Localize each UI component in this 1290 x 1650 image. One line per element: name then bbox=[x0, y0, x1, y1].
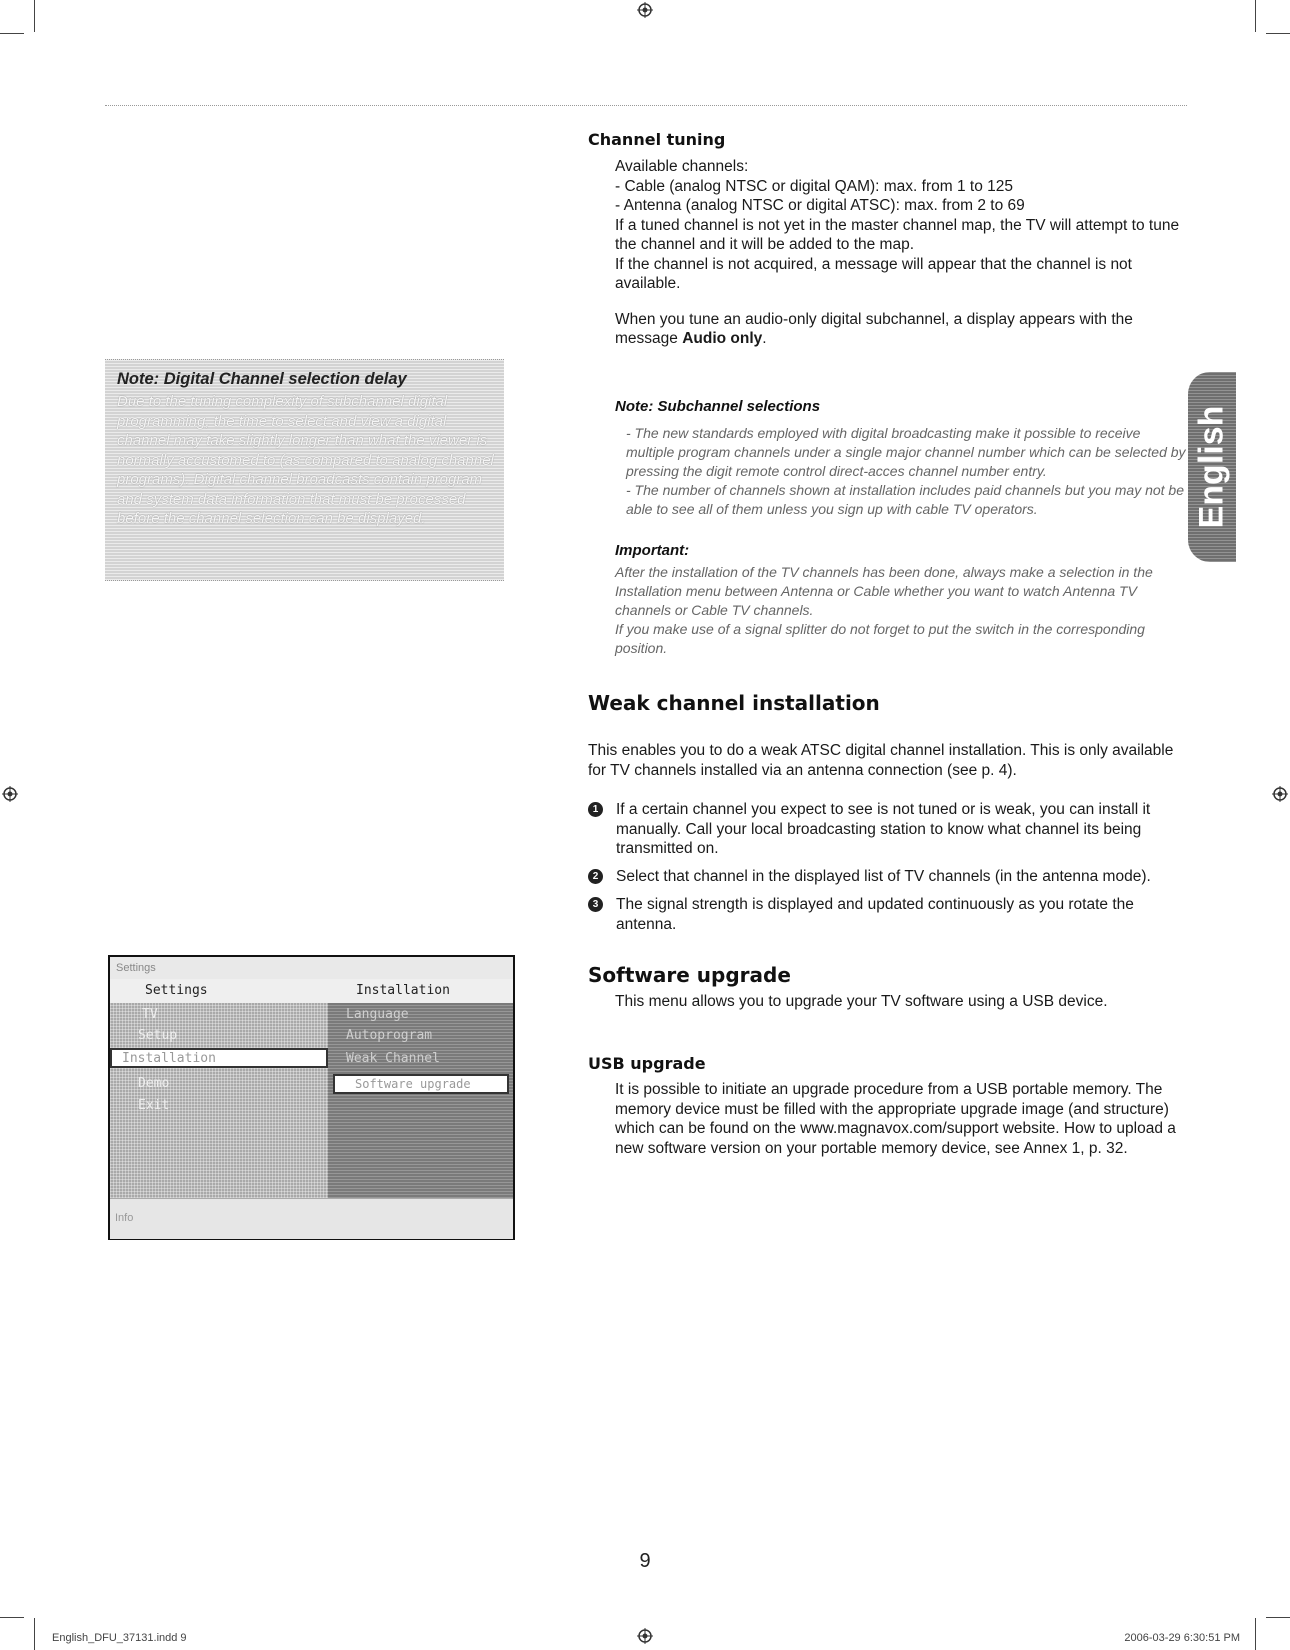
note-title: Note: Digital Channel selection delay bbox=[117, 370, 407, 388]
submenu-item-language: Language bbox=[346, 1007, 409, 1022]
channel-tuning-line: - Antenna (analog NTSC or digital ATSC): max. from 2 to 69 bbox=[615, 197, 1025, 214]
channel-tuning-heading: Channel tuning bbox=[588, 130, 726, 149]
channel-tuning-line: If a tuned channel is not yet in the master channel map, the TV will attempt to tune the channel and it will be added to the map. bbox=[615, 216, 1180, 253]
menu-info-label: Info bbox=[115, 1212, 134, 1224]
important-body bbox=[615, 563, 1180, 658]
weak-channel-intro-text: This enables you to do a weak ATSC digital channel installation. This is only available for TV channels installed via an antenna connection (see p. 4). bbox=[588, 742, 1174, 779]
audio-only-end: . bbox=[762, 330, 767, 347]
software-upgrade-heading: Software upgrade bbox=[588, 963, 791, 987]
subchannel-note-body bbox=[626, 424, 1186, 519]
crop-mark bbox=[0, 33, 24, 34]
menu-left-header: Settings bbox=[145, 983, 208, 998]
step-text: If a certain channel you expect to see is not tuned or is weak, you can install it manually. Call your local broadcasting station to know what channel its being transmitted on. bbox=[616, 801, 1151, 857]
channel-tuning-line: If the channel is not acquired, a message will appear that the channel is not available. bbox=[615, 255, 1132, 292]
menu-item-tv: TV bbox=[142, 1007, 158, 1022]
installation-menu-screenshot bbox=[108, 955, 515, 1240]
crop-mark bbox=[34, 1618, 35, 1650]
crop-mark bbox=[34, 0, 35, 32]
submenu-item-weak-channel: Weak Channel bbox=[346, 1051, 440, 1066]
weak-channel-step-1 bbox=[588, 800, 1188, 862]
page-number: 9 bbox=[639, 1550, 651, 1572]
submenu-item-software-upgrade bbox=[333, 1074, 509, 1094]
audio-only-text: When you tune an audio-only digital subchannel, a display appears with the message bbox=[615, 310, 1133, 347]
menu-info-bar bbox=[110, 1198, 513, 1239]
subchannel-note-heading: Note: Subchannel selections bbox=[615, 398, 821, 415]
registration-mark-icon bbox=[637, 2, 653, 18]
subchannel-note-item: - The number of channels shown at installation includes paid channels but you may not be able to see all of them unless you sign up with cable TV operators. bbox=[626, 482, 1185, 517]
audio-only-label: Audio only bbox=[682, 330, 763, 347]
usb-upgrade-text: It is possible to initiate an upgrade procedure from a USB portable memory. The memory device must be filled with the appropriate upgrade image (and structure) which can be found on the www.magnavox.com/support website. How to upload a new software version on your portable memory device, see Annex 1, p. 32. bbox=[615, 1081, 1176, 1157]
crop-mark bbox=[1266, 33, 1290, 34]
step-number-badge: 3 bbox=[588, 897, 603, 912]
weak-channel-step-2 bbox=[588, 867, 1188, 889]
audio-only-paragraph bbox=[615, 310, 1187, 349]
menu-item-setup: Setup bbox=[138, 1028, 178, 1043]
menu-right-header: Installation bbox=[356, 983, 450, 998]
software-upgrade-body bbox=[615, 992, 1185, 1012]
submenu-item-software-upgrade-label: Software upgrade bbox=[355, 1077, 471, 1091]
menu-breadcrumb: Settings bbox=[116, 962, 156, 974]
channel-tuning-line: - Cable (analog NTSC or digital QAM): max. from 1 to 125 bbox=[615, 177, 1013, 195]
usb-upgrade-body bbox=[615, 1080, 1180, 1158]
registration-mark-icon bbox=[2, 786, 18, 802]
weak-channel-intro bbox=[588, 741, 1188, 780]
step-number-badge: 2 bbox=[588, 869, 603, 884]
important-heading: Important: bbox=[615, 542, 690, 559]
language-side-tab-label: English bbox=[1192, 405, 1231, 529]
channel-tuning-line: Available channels: bbox=[615, 158, 749, 175]
weak-channel-heading: Weak channel installation bbox=[588, 691, 880, 715]
crop-mark bbox=[0, 1617, 24, 1618]
menu-item-installation-label: Installation bbox=[122, 1051, 216, 1066]
menu-item-installation bbox=[110, 1048, 328, 1068]
crop-mark bbox=[1255, 1618, 1256, 1650]
crop-mark bbox=[1266, 1617, 1290, 1618]
submenu-item-autoprogram: Autoprogram bbox=[346, 1028, 433, 1043]
channel-tuning-body bbox=[615, 157, 1187, 349]
weak-channel-step-3 bbox=[588, 895, 1188, 937]
digital-delay-note bbox=[105, 359, 504, 581]
language-side-tab bbox=[1188, 372, 1236, 562]
menu-top-bar bbox=[110, 957, 513, 979]
footer-timestamp: 2006-03-29 6:30:51 PM bbox=[1124, 1632, 1240, 1644]
step-text: The signal strength is displayed and updated continuously as you rotate the antenna. bbox=[616, 896, 1134, 933]
registration-mark-icon bbox=[637, 1628, 653, 1644]
header-rule bbox=[105, 105, 1187, 106]
subchannel-note-item: - The new standards employed with digital broadcasting make it possible to receive multiple program channels under a single major channel number which can be selected by pressing the digit remote control direct-acces channel number entry. bbox=[626, 425, 1186, 479]
step-text: Select that channel in the displayed list of TV channels (in the antenna mode). bbox=[616, 868, 1151, 885]
registration-mark-icon bbox=[1272, 786, 1288, 802]
menu-item-demo: Demo bbox=[138, 1076, 170, 1091]
menu-item-exit: Exit bbox=[138, 1098, 170, 1113]
step-number-badge: 1 bbox=[588, 802, 603, 817]
crop-mark bbox=[1255, 0, 1256, 32]
usb-upgrade-heading: USB upgrade bbox=[588, 1054, 706, 1073]
note-text: Due to the tuning complexity of subchannel digital programming, the time to select and view a digital channel may take slightly longer than what the viewer is normally accustomed to (as compared to analog channel programs). Digital channel broadcasts contain program and system data information that must be processed before the channel selection can be displayed. bbox=[117, 393, 494, 527]
important-paragraph: After the installation of the TV channels has been done, always make a selection in the Installation menu between Antenna or Cable whether you want to watch Antenna TV channels or Cable TV channels. bbox=[615, 564, 1153, 618]
software-upgrade-text: This menu allows you to upgrade your TV software using a USB device. bbox=[615, 993, 1108, 1010]
important-paragraph: If you make use of a signal splitter do not forget to put the switch in the corresponding position. bbox=[615, 621, 1145, 656]
footer-filename: English_DFU_37131.indd 9 bbox=[52, 1632, 187, 1644]
